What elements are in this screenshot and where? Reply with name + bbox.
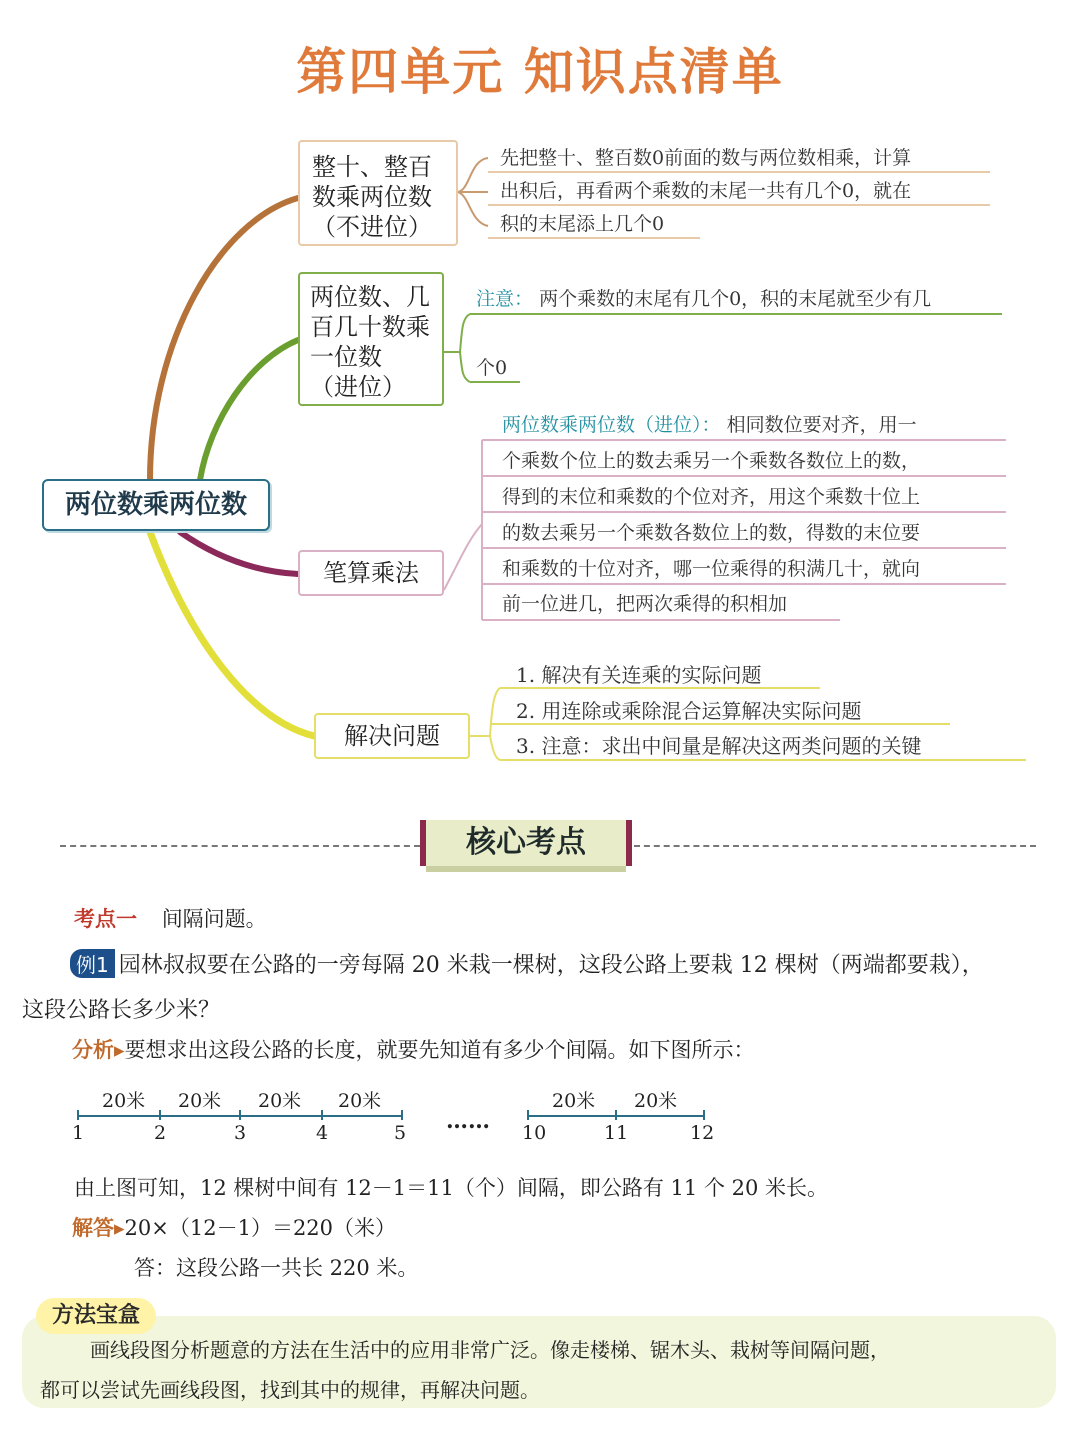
tick-label: 5: [394, 1122, 407, 1144]
branch-1-desc-line: 出积后，再看两个乘数的末尾一共有几个0，就在: [500, 180, 912, 202]
branch-3-desc-line: 的数去乘另一个乘数各数位上的数，得数的末位要: [502, 522, 921, 544]
note-label: 注意：: [476, 288, 534, 310]
branch-node-2: [298, 272, 444, 406]
section-divider-right: [634, 845, 1036, 847]
b3-first-text: 相同数位要对齐，用一: [726, 414, 917, 436]
segment-diagram: [0, 1080, 1080, 1160]
example-label: 例1: [70, 949, 115, 978]
point-label: 考点一: [74, 907, 137, 931]
point-text: 间隔问题。: [161, 907, 267, 931]
branch-4-item: 3. 注意：求出中间量是解决这两类问题的关键: [516, 734, 922, 758]
segment-label: 20米: [178, 1090, 222, 1112]
segment-label: 20米: [634, 1090, 678, 1112]
branch-4-item: 2. 用连除或乘除混合运算解决实际问题: [516, 699, 862, 723]
branch-2-note-cont: 个0: [476, 357, 508, 379]
branch-3-desc-line: 和乘数的十位对齐，哪一位乘得的积满几十，就向: [502, 558, 921, 580]
analysis-line: [72, 1034, 755, 1064]
segment-label: 20米: [338, 1090, 382, 1112]
analysis-text: 要想求出这段公路的长度，就要先知道有多少个间隔。如下图所示：: [124, 1038, 755, 1062]
branch-1-line: （不进位）: [312, 213, 432, 241]
segment-label: 20米: [258, 1090, 302, 1112]
tick-label: 4: [316, 1122, 329, 1144]
tick-label: 1: [72, 1122, 85, 1144]
branch-2-line: 一位数: [310, 343, 382, 371]
b3-label: 两位数乘两位数（进位）：: [502, 414, 721, 436]
tick-label: 11: [604, 1122, 629, 1144]
example-line-1: [70, 948, 984, 979]
ellipsis: ……: [446, 1108, 490, 1134]
point-heading: [74, 903, 267, 933]
branch-2-note: [476, 286, 931, 312]
branch-2-line: （进位）: [310, 373, 406, 401]
branch-2-line: 百几十数乘: [310, 313, 430, 341]
branch-3-desc-line: 前一位进几，把两次乘得的积相加: [502, 593, 788, 615]
branch-4-item: 1. 解决有关连乘的实际问题: [516, 663, 762, 687]
branch-1-line: 整十、整百: [312, 153, 432, 181]
branch-1-line: 数乘两位数: [312, 183, 432, 211]
example-text: 园林叔叔要在公路的一旁每隔 20 米栽一棵树，这段公路上要栽 12 棵树（两端都要栽），: [118, 953, 984, 978]
answer-text: 答：这段公路一共长 220 米。: [134, 1256, 419, 1280]
branch-2-line: 两位数、几: [310, 283, 430, 311]
answer-line: [72, 1212, 396, 1242]
method-tag: 方法宝盒: [36, 1298, 156, 1334]
page-title: 第四单元 知识点清单: [296, 43, 784, 101]
example-line-2: 这段公路长多少米？: [22, 998, 221, 1023]
branch-1-desc-line: 积的末尾添上几个0: [500, 213, 665, 235]
segment-label: 20米: [102, 1090, 146, 1112]
segment-label: 20米: [552, 1090, 596, 1112]
tick-label: 2: [154, 1122, 167, 1144]
branch-node-1: [298, 140, 458, 246]
branch-1-desc-line: 先把整十、整百数0前面的数与两位数相乘，计算: [500, 147, 912, 169]
branch-3-desc-line: 个乘数个位上的数去乘另一个乘数各数位上的数，: [502, 450, 921, 472]
branch-node-3: 笔算乘法: [298, 550, 444, 596]
tick-label: 12: [690, 1122, 715, 1144]
branch-3-desc-line: 得到的末位和乘数的个位对齐，用这个乘数十位上: [502, 486, 921, 508]
answer-formula: 20×（12－1）＝220（米）: [124, 1216, 397, 1240]
tick-label: 3: [234, 1122, 247, 1144]
section-heading: 核心考点: [420, 820, 632, 866]
section-divider-left: [60, 845, 420, 847]
tick-label: 10: [522, 1122, 547, 1144]
note-text: 两个乘数的末尾有几个0，积的末尾就至少有几: [539, 288, 932, 310]
mindmap-root: 两位数乘两位数: [42, 479, 270, 531]
answer-label: 解答▸: [72, 1216, 125, 1240]
branch-3-desc-first: [502, 412, 917, 438]
method-line-1: 画线段图分析题意的方法在生活中的应用非常广泛。像走楼梯、锯木头、栽树等间隔问题，: [90, 1338, 890, 1362]
analysis-label: 分析▸: [72, 1038, 125, 1062]
conclusion: 由上图可知，12 棵树中间有 12－1＝11（个）间隔，即公路有 11 个 20 米长。: [74, 1176, 829, 1200]
method-line-2: 都可以尝试先画线段图，找到其中的规律，再解决问题。: [40, 1378, 540, 1402]
branch-node-4: 解决问题: [314, 713, 470, 759]
